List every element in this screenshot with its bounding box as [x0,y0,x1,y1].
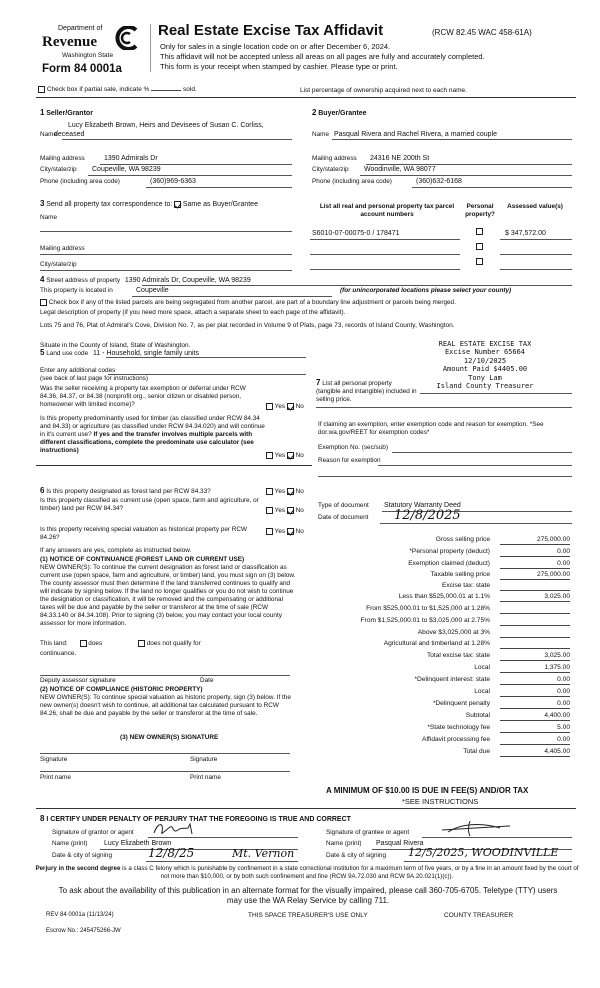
grantor-date[interactable]: 12/8/25 [148,846,195,860]
calc-value[interactable]: 275,000.00 [500,536,570,545]
calc-value[interactable] [500,640,570,649]
grantee-signature [440,818,520,838]
accessibility-note: To ask about the availability of this publication in an alternate format for the visually impaired, please call 360-705-6705. Teletype (TTY) users may use the WA Relay Service by calling 711. [58,886,558,905]
calc-label: Affidavit processing fee [421,736,490,743]
seller-heading: 1 Seller/Grantor [40,108,93,117]
notice1-heading: (1) NOTICE OF CONTINUANCE (FOREST LAND OR CURRENT USE) [40,556,245,563]
no-checkbox[interactable] [287,452,294,459]
calc-value[interactable]: 5.00 [500,724,570,733]
calc-label: Taxable selling price [430,571,490,578]
calc-value[interactable]: 0.00 [500,560,570,569]
sec3-mail-label: Mailing address [40,245,85,252]
seller-mail-label: Mailing address [40,155,85,162]
calc-label: Total due [463,748,490,755]
grantor-sig-label: Signature of grantor or agent [52,829,134,836]
grantee-name[interactable]: Pasqual Rivera [376,840,424,847]
forest-q: 6 Is this property designated as forest land per RCW 84.33? [40,486,211,495]
list-pct-note: List percentage of ownership acquired next to each name. [300,87,467,94]
revenue-swirl-icon [114,26,140,50]
same-as-buyer-checkbox[interactable] [174,201,181,208]
partial-sale-checkbox[interactable] [38,86,45,93]
form-rcw: (RCW 82.45 WAC 458-61A) [432,28,532,37]
assessed-value[interactable]: $ 347,572.00 [505,230,546,237]
addl-codes-note: (see back of last page for instructions) [40,375,148,382]
grantee-sig-label: Signature of grantee or agent [326,829,410,836]
seller-name-value[interactable]: Lucy Elizabeth Brown, Heirs and Devisees of Susan C. Corliss, deceased [54,122,264,138]
minimum-fee: A MINIMUM OF $10.00 IS DUE IN FEE(S) AND/OR TAX [326,786,529,795]
partial-sale-row [38,86,197,94]
owner-sig-label-1: Signature [40,756,68,763]
no-checkbox[interactable] [287,507,294,514]
forest-q-yn: Yes No [266,488,304,496]
calc-value[interactable]: 4,405.00 [500,748,570,757]
land-use-code[interactable]: 11 - Household, single family units [92,350,200,357]
predominant-q-yn: Yes No [266,452,304,460]
historic-q: Is this property receiving special valuation as historical property per RCW 84.26? [40,526,248,541]
seller-city[interactable]: Coupeville, WA 98239 [92,166,161,173]
notice1-text: NEW OWNER(S): To continue the current designation as forest land or classification as current use (open space, farm and agriculture, or timber) land, you must sign on (3) below. The county assessor must then determine if the land transferred continues to qualify and will indicate by signing below. If the land no longer qualifies or you do not wish to continue the designation or classification, it will be removed and the compensating or additional taxes will be due and payable by the seller or transferor at the time of sale (RCW 84.33.140 or 84.34.108). Prior to signing (3) below, you may contact your local county assessor for more information. [40,564,296,627]
calc-value[interactable]: 3,025.00 [500,652,570,661]
claim-exemption: If claiming an exemption, enter exemption code and reason for exemption. *See dor.wa.gov/REET for exemption codes* [318,421,544,436]
grantor-city[interactable]: Mt. Vernon [232,847,295,860]
partial-sold: sold. [183,86,197,94]
legal-label: Legal description of property (if you need more space, attach a separate sheet to each page of the affidavit). [40,309,346,316]
buyer-name[interactable]: Pasqual Rivera and Rachel Rivera, a married couple [334,131,498,138]
grantor-date-label: Date & city of signing [52,852,113,859]
deputy-sig-label: Deputy assessor signature [40,677,116,684]
calc-label: *State technology fee [427,724,490,731]
county-treasurer: COUNTY TREASURER [444,912,514,919]
grantor-name-label: Name (print) [52,840,88,847]
yes-checkbox[interactable] [266,403,273,410]
does-not-checkbox[interactable] [138,640,145,647]
perjury-text: Perjury in the second degree is a class C felony which is punishable by confinement in a state correctional institution for a maximum term of five years, or by a fine in an amount fixed by the court of not more than $10,000, or by both such confinement and fine (RCW 9A.72.030 and RCW 9A.20.021(1)(c)). [35,865,579,880]
location-value[interactable]: Coupeville [136,287,169,294]
seller-name-label: Name [40,131,58,138]
segregated-checkbox[interactable] [40,299,47,306]
street-address[interactable]: 1390 Admirals Dr, Coupeville, WA 98239 [124,277,251,284]
exemption-q-yn: Yes No [266,403,304,411]
revenue-word: Revenue [42,34,97,50]
exemption-reason-label: Reason for exemption [318,457,381,464]
seller-phone[interactable]: (360)969-6363 [150,178,196,185]
calc-value[interactable]: 1,375.00 [500,664,570,673]
personal-prop-checkbox-1[interactable] [476,228,483,235]
doc-type[interactable]: Statutory Warranty Deed [384,502,461,509]
owner-print-label-2: Print name [190,774,221,781]
sec3-city-label: City/state/zip [40,261,77,268]
grantor-signature [150,820,208,838]
grantee-date[interactable]: 12/5/2025, WOODINVILLE [408,846,559,859]
buyer-phone-label: Phone (including area code) [312,178,392,185]
calc-value[interactable]: 3,025.00 [500,593,570,602]
calc-label: Above $3,025,000 at 3% [417,629,490,636]
personal-prop-checkbox-2[interactable] [476,243,483,250]
no-checkbox[interactable] [287,488,294,495]
buyer-mail[interactable]: 24316 NE 200th St [370,155,430,162]
grantee-name-label: Name (print) [326,840,362,847]
notice2-heading: (2) NOTICE OF COMPLIANCE (HISTORIC PROPERTY) [40,686,203,693]
grantor-name[interactable]: Lucy Elizabeth Brown [104,840,172,847]
this-land-row: This land: does does not qualify for [40,640,201,648]
yes-checkbox[interactable] [266,528,273,535]
no-checkbox[interactable] [287,403,294,410]
situate-text[interactable]: Situate in the County of Island, State of Washington. [40,342,191,349]
seller-phone-label: Phone (including area code) [40,178,120,185]
calc-label: From $1,525,000.01 to $3,025,000 at 2.75% [360,617,490,624]
calc-label: Local [474,688,490,695]
see-instructions: *SEE INSTRUCTIONS [402,797,479,806]
calc-label: *Delinquent interest: state [414,676,490,683]
calc-value[interactable]: 0.00 [500,700,570,709]
calc-value[interactable] [500,629,570,638]
divider [36,97,576,98]
calc-value[interactable] [500,605,570,614]
parcel-number[interactable]: S6010-07-00075-0 / 178471 [312,230,400,237]
buyer-heading: 2 Buyer/Grantee [312,108,367,117]
historic-q-yn: Yes No [266,528,304,536]
if-any-yes: If any answers are yes, complete as instructed below. [40,547,192,554]
yes-checkbox[interactable] [266,507,273,514]
rev-label: REV 84 0001a (11/13/24) [46,912,114,918]
escrow-no: Escrow No.: 245475266-JW [46,928,121,934]
calc-value[interactable]: 0.00 [500,736,570,745]
exemption-q: Was the seller receiving a property tax exemption or deferral under RCW 84.36, 84.37, or 84.38 (nonprofit org., senior citizen or disabled person, homeowner with limited income)? [40,385,246,408]
partial-sale-label: Check box if partial sale, indicate % [46,86,150,94]
parcel-header: List all real and personal property tax parcel account numbers [319,203,455,218]
located-label: This property is located in [40,287,113,294]
dept-line: Department of [58,25,103,32]
no-checkbox[interactable] [287,528,294,535]
treasurer-use: THIS SPACE TREASURER'S USE ONLY [248,912,368,919]
assessed-header: Assessed value(s) [507,203,563,210]
calc-label: *Personal property (deduct) [409,548,490,555]
addl-codes-label: Enter any additional codes [40,367,116,374]
buyer-name-label: Name [312,131,330,138]
calc-label: Exemption claimed (deduct) [408,560,490,567]
calc-label: Local [474,664,490,671]
buyer-mail-label: Mailing address [312,155,357,162]
form-number: Form 84 0001a [42,63,122,75]
segregated-row: Check box if any of the listed parcels are being segregated from another parcel, are part of a boundary line adjustment or parcels being merged. [40,299,456,307]
personal-prop-row: 7 List all personal property (tangible and intangible) included in selling price. [316,378,417,403]
notice3-heading: (3) NEW OWNER(S) SIGNATURE [120,734,219,741]
current-use-q: Is this property classified as current use (open space, farm and agriculture, or timber) land per RCW 84.34? [40,497,259,512]
buyer-city-label: City/state/zip [312,166,349,173]
treasurer-stamp: REAL ESTATE EXCISE TAX Excise Number 65664 12/10/2025 Amount Paid $4405.00 Tony Lam Island County Treasurer [436,340,534,390]
owner-print-label-1: Print name [40,774,71,781]
calc-label: Subtotal [465,712,490,719]
tax-corr-row: 3 Send all property tax correspondence to: Same as Buyer/Grantee [40,199,258,208]
header-divider [150,24,152,72]
doc-date-label: Date of document [318,514,369,521]
calc-value[interactable] [500,617,570,626]
form-title: Real Estate Excise Tax Affidavit [158,22,384,39]
notice2-text: NEW OWNER(S): To continue special valuation as historic property, sign (3) below. If the new owner(s) doesn't wish to continue, all additional tax calculated pursuant to RCW 84.26, shall be due and payable by the seller or transferor at the time of sale. [40,694,291,717]
owner-sig-label-2: Signature [190,756,218,763]
sec3-name-label: Name [40,214,58,221]
buyer-phone[interactable]: (360)632-6168 [416,178,462,185]
yes-checkbox[interactable] [266,452,273,459]
calc-value[interactable]: 4,400.00 [500,712,570,721]
yes-checkbox[interactable] [266,488,273,495]
header-note-2: This affidavit will not be accepted unless all areas on all pages are fully and accurately completed. [160,52,485,61]
calc-label: Total excise tax: state [426,652,490,659]
deputy-date-label: Date [200,677,214,684]
buyer-city[interactable]: Woodinville, WA 98077 [364,166,436,173]
personal-prop-header: Personal property? [465,203,495,218]
does-checkbox[interactable] [80,640,87,647]
state-line: Washington State [62,52,114,59]
calc-label: Less than $525,000.01 at 1.1% [398,593,490,600]
seller-mail[interactable]: 1390 Admirals Dr [104,155,158,162]
predominant-q: Is this property predominantly used for timber (as classified under RCW 84.34 and 84.33) or agriculture (as classified under RCW 84.34.020) and will continue in it's current use? If yes and the transfer involves multiple parcels with different classifications, complete the predominate use calculator (see instructions) [40,415,265,454]
legal-description[interactable]: Lots 75 and 76, Plat of Admiral's Cove, Division No. 7, as per plat recorded in Volume 9 of Plats, page 73, records of Island County, Washington. [40,322,455,329]
doc-date[interactable]: 12/8/2025 [394,508,461,523]
partial-pct-field[interactable] [151,90,181,91]
continuance: continuance. [40,650,77,657]
calc-label: Excise tax: state [441,582,490,589]
dor-logo [40,22,144,84]
calc-value[interactable]: 0.00 [500,676,570,685]
current-use-q-yn: Yes No [266,507,304,515]
grantee-date-label: Date & city of signing [326,852,387,859]
header-note-1: Only for sales in a single location code on or after December 6, 2024. [160,42,391,51]
calc-value[interactable]: 0.00 [500,548,570,557]
calc-label: From $525,000.01 to $1,525,000 at 1.28% [366,605,490,612]
uninc-note: (for unincorporated locations please select your county) [340,287,512,294]
calc-value[interactable]: 0.00 [500,688,570,697]
calc-value[interactable] [500,582,570,591]
doc-type-label: Type of document [318,502,369,509]
exemption-no-label: Exemption No. (sec/sub) [318,444,388,451]
calc-value[interactable]: 275,000.00 [500,571,570,580]
certify-heading: 8 I CERTIFY UNDER PENALTY OF PERJURY THAT THE FOREGOING IS TRUE AND CORRECT [40,814,351,823]
seller-city-label: City/state/zip [40,166,77,173]
personal-prop-checkbox-3[interactable] [476,258,483,265]
calc-label: *Delinquent penalty [432,700,490,707]
calc-label: Agricultural and timberland at 1.28% [383,640,490,647]
street-address-row: 4 Street address of property 1390 Admirals Dr, Coupeville, WA 98239 [40,275,251,284]
land-use-row: 5 Land use code 11 - Household, single family units [40,348,200,357]
header-note-3: This form is your receipt when stamped by cashier. Please type or print. [160,62,398,71]
calc-label: Gross selling price [435,536,490,543]
